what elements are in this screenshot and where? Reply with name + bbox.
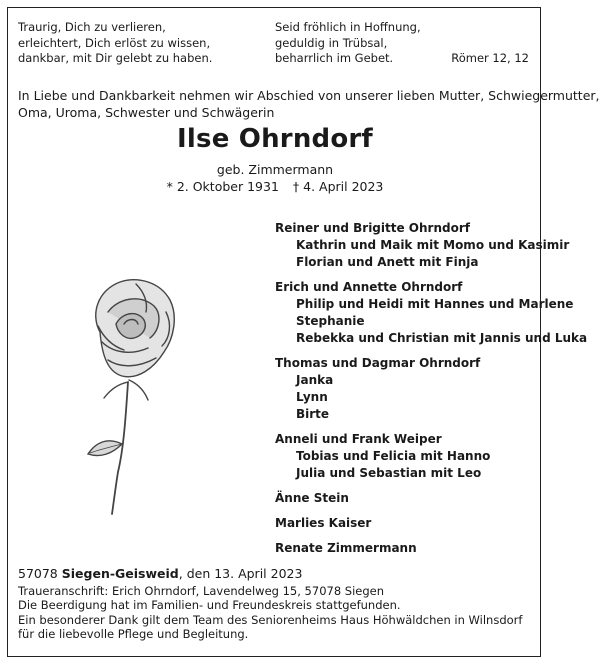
- maiden-name: geb. Zimmermann: [216, 162, 334, 177]
- family-member-child: Janka: [296, 373, 334, 387]
- quote-right-line: geduldig in Trübsal,: [275, 35, 388, 50]
- family-member-child: Lynn: [296, 390, 328, 404]
- quote-left-line: dankbar, mit Dir gelebt zu haben.: [18, 51, 213, 65]
- family-member-child: Julia und Sebastian mit Leo: [296, 466, 482, 480]
- family-member-head: Thomas und Dagmar Ohrndorf: [275, 356, 481, 370]
- footer-notes: [18, 584, 522, 642]
- family-member-head: Reiner und Brigitte Ohrndorf: [275, 221, 470, 235]
- quote-right-line: Seid fröhlich in Hoffnung,: [275, 20, 421, 34]
- thanks-note-cont: für die liebevolle Pflege und Begleitung.: [18, 627, 249, 642]
- family-member-child: Kathrin und Maik mit Momo und Kasimir: [296, 238, 570, 252]
- family-gap: [275, 423, 587, 431]
- deceased-name: Ilse Ohrndorf: [177, 124, 373, 154]
- death-date: † 4. April 2023: [292, 179, 384, 194]
- family-member-child: Florian und Anett mit Finja: [296, 255, 479, 269]
- intro-line: In Liebe und Dankbarkeit nehmen wir Abschied von unserer lieben Mutter, Schwiegermutter,: [18, 88, 600, 103]
- family-gap: [275, 271, 587, 279]
- rose-icon: [78, 272, 188, 517]
- quote-right: [275, 20, 421, 67]
- family-gap: [275, 532, 587, 540]
- place: Siegen-Geisweid: [61, 566, 179, 581]
- postcode: 57078: [18, 566, 58, 581]
- family-member-head: Änne Stein: [275, 491, 349, 505]
- quote-left-line: erleichtert, Dich erlöst zu wissen,: [18, 35, 211, 50]
- family-list: [275, 220, 587, 557]
- family-gap: [275, 347, 587, 355]
- family-gap: [275, 507, 587, 515]
- intro-line: Oma, Uroma, Schwester und Schwägerin: [18, 105, 275, 120]
- date: , den 13. April 2023: [178, 566, 303, 581]
- quote-right-line: beharrlich im Gebet.: [275, 51, 394, 65]
- family-member-child: Birte: [296, 407, 330, 421]
- family-member-child: Rebekka und Christian mit Jannis und Luka: [296, 331, 588, 345]
- family-member-head: Erich und Annette Ohrndorf: [275, 280, 463, 294]
- family-member-child: Stephanie: [296, 314, 365, 328]
- quote-left-line: Traurig, Dich zu verlieren,: [18, 20, 166, 34]
- family-member-child: Philip und Heidi mit Hannes und Marlene: [296, 297, 574, 311]
- quote-left: [18, 20, 212, 67]
- family-gap: [275, 482, 587, 490]
- birth-date: * 2. Oktober 1931: [166, 179, 279, 194]
- bible-reference: Römer 12, 12: [451, 51, 529, 65]
- thanks-note: Ein besonderer Dank gilt dem Team des Seniorenheims Haus Höhwäldchen in Wilnsdorf: [18, 612, 523, 627]
- mourning-address: Traueranschrift: Erich Ohrndorf, Lavendelweg 15, 57078 Siegen: [18, 584, 385, 598]
- family-member-head: Renate Zimmermann: [275, 541, 417, 555]
- family-member-head: Marlies Kaiser: [275, 516, 372, 530]
- place-date-line: [18, 566, 302, 581]
- funeral-note: Die Beerdigung hat im Familien- und Freundeskreis stattgefunden.: [18, 598, 401, 613]
- family-member-child: Tobias und Felicia mit Hanno: [296, 449, 491, 463]
- life-dates: [0, 179, 550, 194]
- intro-text: [18, 87, 600, 121]
- family-member-head: Anneli und Frank Weiper: [275, 432, 442, 446]
